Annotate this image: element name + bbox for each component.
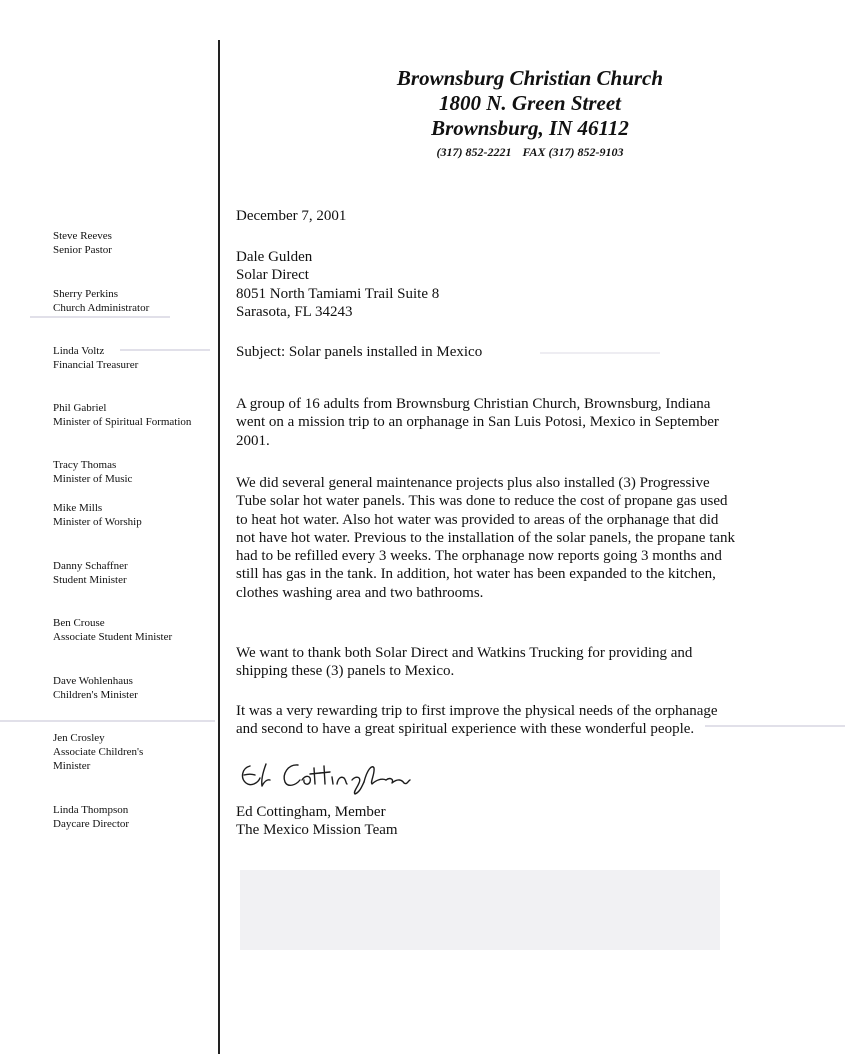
scan-smudge [540,352,660,354]
staff-title: Associate Student Minister [53,631,173,643]
staff-entry [53,674,218,702]
staff-name: Sherry Perkins [53,288,119,300]
staff-name: Jen Crosley [53,732,105,744]
staff-entry [53,229,218,257]
recipient-name: Dale Gulden [236,249,313,265]
staff-entry [53,501,218,529]
staff-name: Mike Mills [53,502,103,514]
scan-noise [240,870,720,950]
body-paragraph: We did several general maintenance projects plus also installed (3) Progressive Tube solar hot water panels. This was done to reduce the cost of propane gas used to heat hot water. Also hot water was provided to areas of the orphanage that did not have hot water. Previous to the installation of the solar panels, the propane tank had to be refilled every 3 weeks. The orphanage now reports going 3 months and still has gas in the tank. In addition, hot water has been expanded to the kitchen, clothes washing area and two bathrooms. [236,475,736,601]
scan-smudge [30,316,170,318]
recipient-city: Sarasota, FL 34243 [236,303,353,320]
staff-title-continued: Minister [53,760,91,772]
letter-date: December 7, 2001 [236,208,347,224]
body-paragraph: We want to thank both Solar Direct and Watkins Trucking for providing and shipping these (3) panels to Mexico. [236,645,693,680]
contact-line [330,143,730,161]
phone-number: (317) 852-2221 [436,145,512,159]
staff-entry [53,616,218,644]
staff-title: Student Minister [53,574,127,586]
vertical-divider [218,40,220,1054]
scan-smudge [120,349,210,351]
staff-name: Dave Wohlenhaus [53,675,133,687]
church-city: Brownsburg, IN 46112 [431,116,629,140]
staff-entry [53,458,218,486]
staff-entry [53,731,218,773]
body-paragraph: A group of 16 adults from Brownsburg Christian Church, Brownsburg, Indiana went on a mission trip to an orphanage in San Luis Potosi, Mexico in September 2001. [236,396,719,449]
staff-entry [53,287,218,315]
scan-smudge [0,720,215,722]
letterhead [330,66,730,161]
signature-block [236,803,536,840]
subject-line: Subject: Solar panels installed in Mexico [236,344,483,360]
staff-name: Linda Voltz [53,345,105,357]
handwritten-signature [236,756,411,796]
staff-name: Tracy Thomas [53,459,117,471]
signer-team: The Mexico Mission Team [236,822,398,839]
staff-entry [53,803,218,831]
signer-name: Ed Cottingham, Member [236,804,386,820]
recipient-company: Solar Direct [236,267,309,284]
staff-title: Financial Treasurer [53,359,139,371]
staff-entry [53,559,218,587]
staff-name: Linda Thompson [53,804,129,816]
staff-title: Senior Pastor [53,244,112,256]
staff-title: Minister of Music [53,473,133,485]
staff-title: Minister of Spiritual Formation [53,416,192,428]
staff-title: Church Administrator [53,302,150,314]
staff-name: Ben Crouse [53,617,105,629]
recipient-address [236,248,736,321]
church-street: 1800 N. Green Street [439,91,621,115]
body-paragraph: It was a very rewarding trip to first improve the physical needs of the orphanage and second to have a great spiritual experience with these wonderful people. [236,703,718,738]
staff-entry [53,401,218,429]
staff-name: Phil Gabriel [53,402,107,414]
scan-smudge [705,725,845,727]
church-name: Brownsburg Christian Church [396,66,664,90]
staff-title: Minister of Worship [53,516,142,528]
recipient-street: 8051 North Tamiami Trail Suite 8 [236,285,440,302]
staff-title: Daycare Director [53,818,130,830]
staff-name: Danny Schaffner [53,560,128,572]
staff-title: Children's Minister [53,689,138,701]
staff-name: Steve Reeves [53,230,112,242]
staff-title: Associate Children's [53,746,144,758]
fax-number: FAX (317) 852-9103 [522,145,624,159]
